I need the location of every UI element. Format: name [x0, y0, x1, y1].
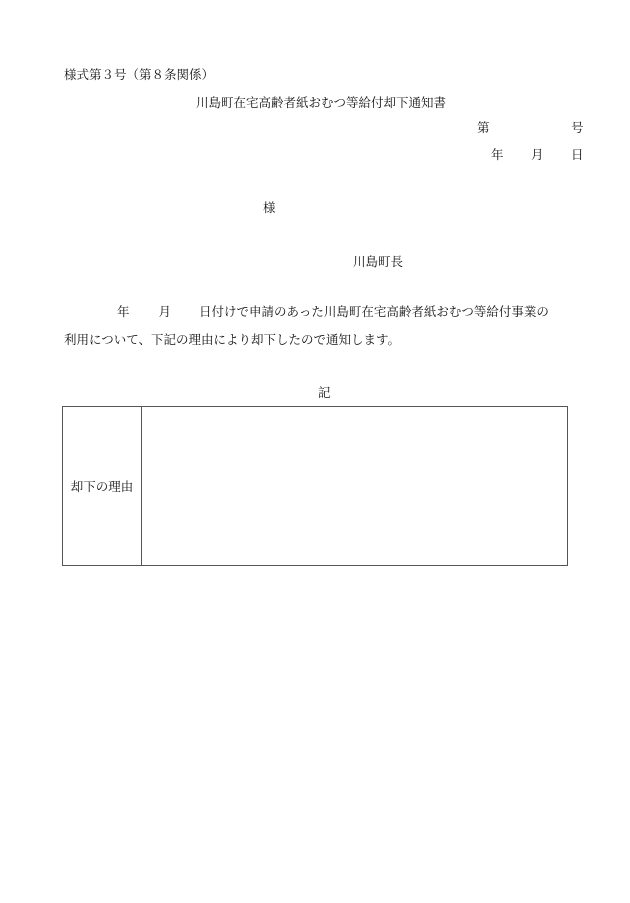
body-month-label: 月: [158, 304, 172, 319]
body-line-2: 利用について、下記の理由により却下したので通知します。: [64, 332, 401, 347]
issuer-name: 川島町長: [353, 254, 404, 269]
reason-label: 却下の理由: [70, 479, 134, 494]
number-suffix: 号: [571, 120, 584, 135]
date-day-label: 日: [571, 147, 584, 162]
number-prefix: 第: [477, 120, 490, 135]
date-month-label: 月: [531, 147, 544, 162]
ki-heading: 記: [318, 385, 331, 400]
rejection-reason-table: [62, 406, 568, 566]
body-line-1: [64, 306, 549, 319]
document-title: 川島町在宅高齢者紙おむつ等給付却下通知書: [195, 95, 446, 110]
form-number-label: 様式第３号（第８条関係）: [64, 67, 215, 82]
date-year-label: 年: [491, 147, 504, 162]
reason-label-cell: [63, 407, 142, 565]
addressee-honorific: 様: [263, 200, 276, 215]
reason-value-cell: [142, 407, 567, 565]
body-line-1-text: 日付けで申請のあった川島町在宅高齢者紙おむつ等給付事業の: [199, 304, 549, 319]
body-year-label: 年: [117, 304, 130, 319]
